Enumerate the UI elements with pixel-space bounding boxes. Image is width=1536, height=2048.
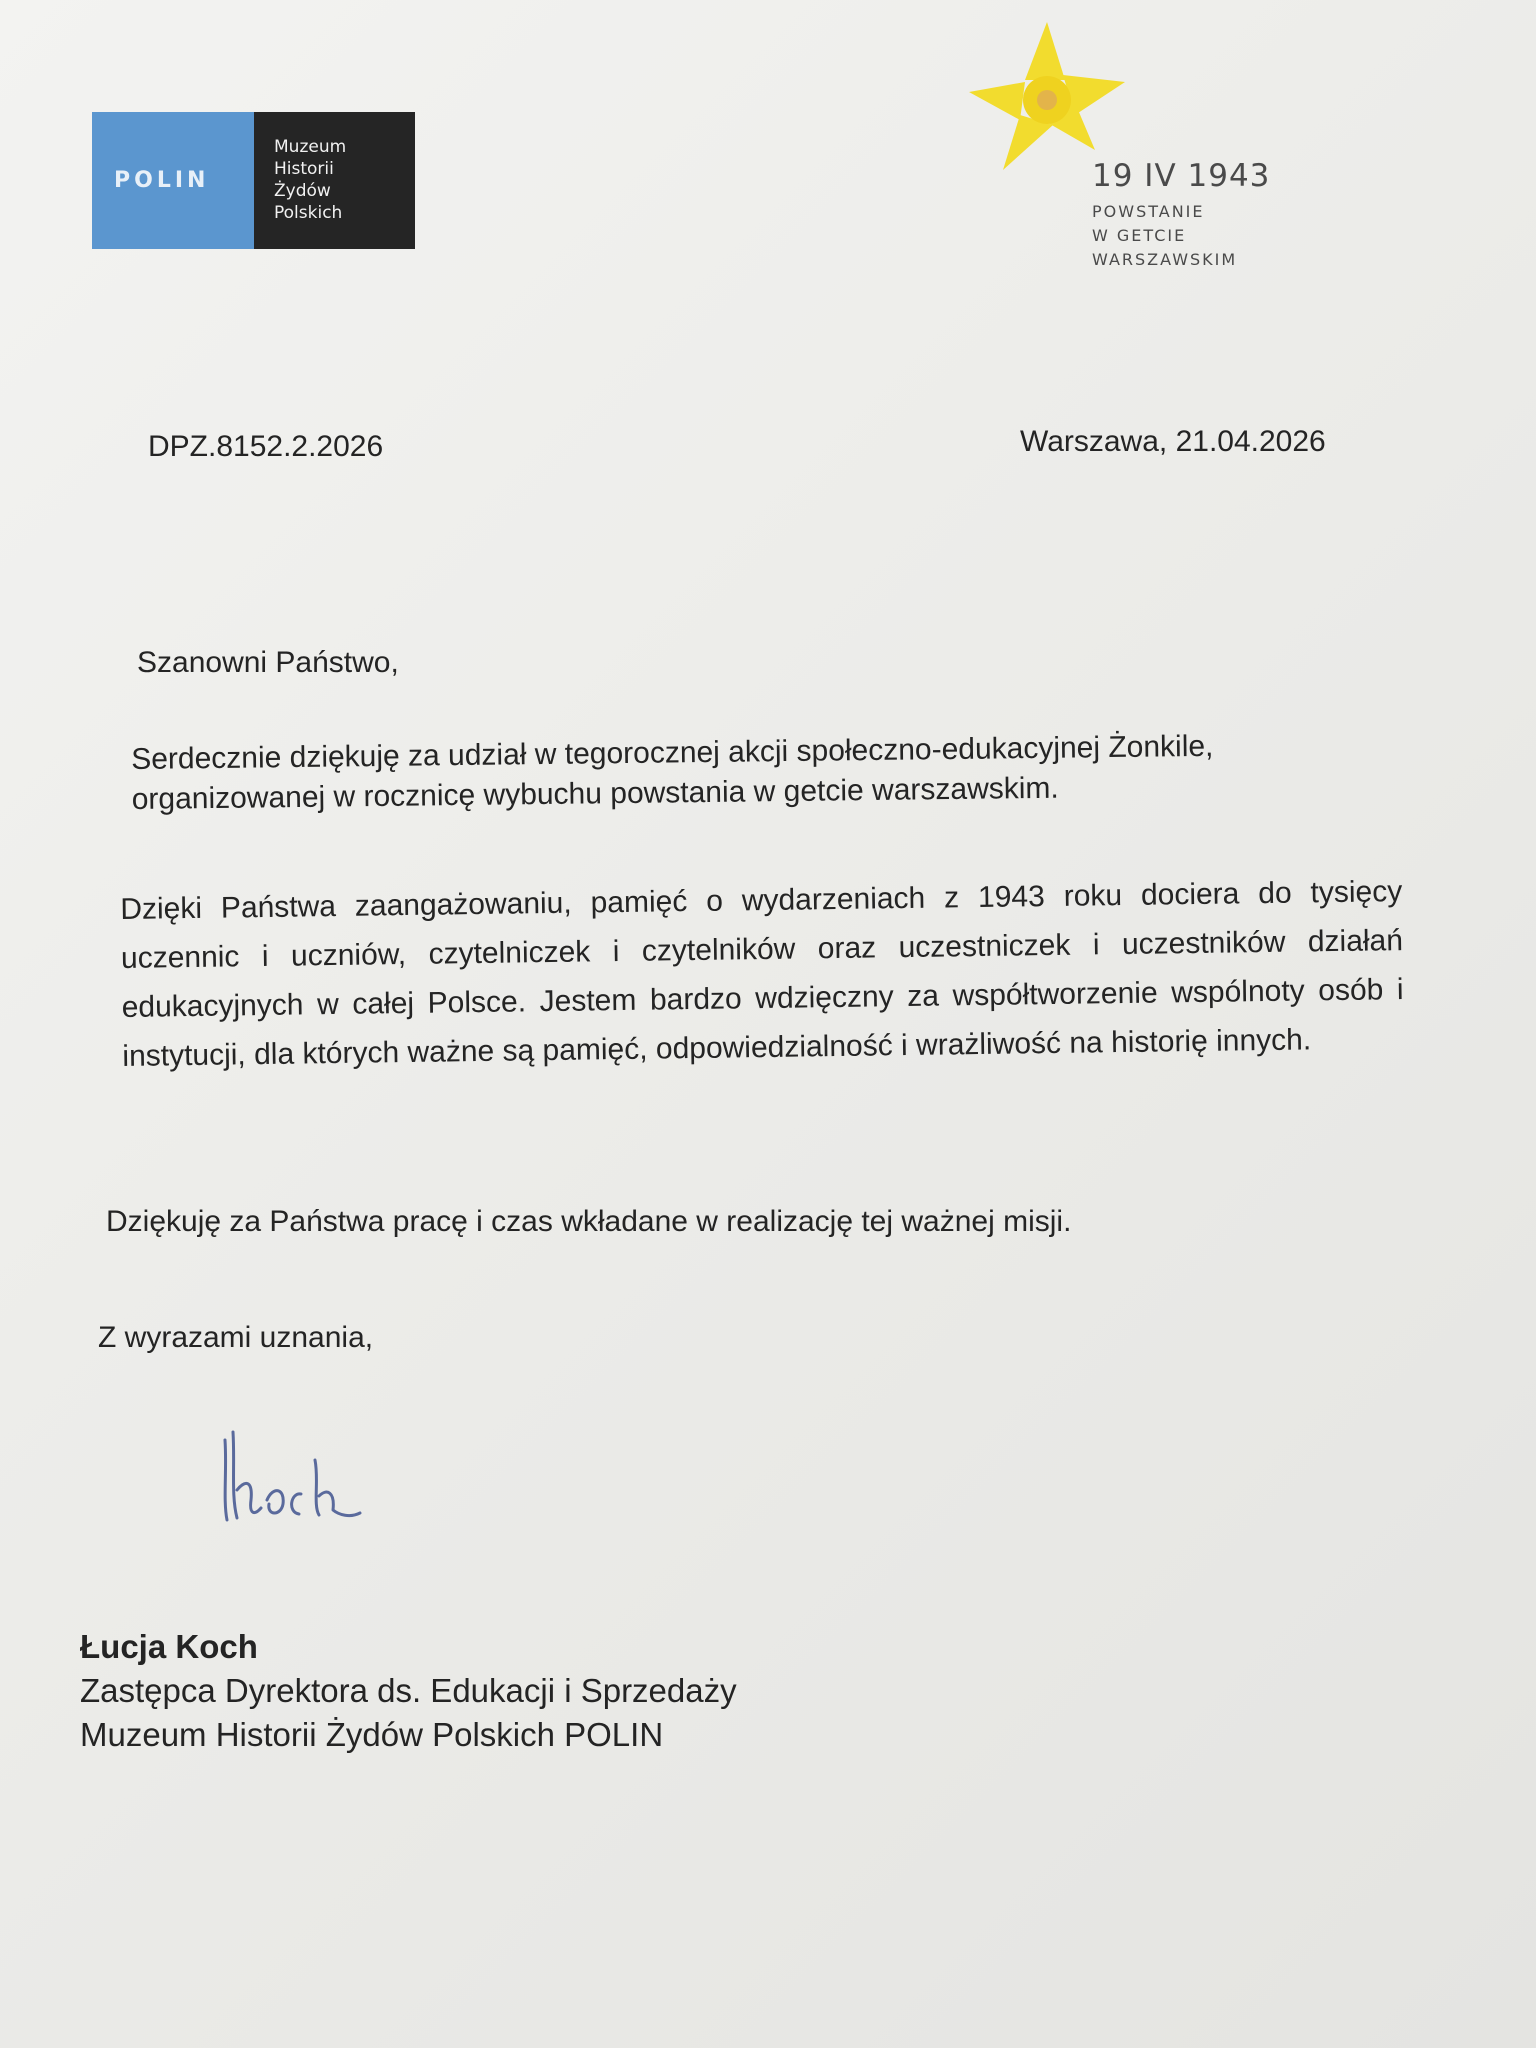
closing: Z wyrazami uznania, xyxy=(98,1321,374,1354)
logo-wordmark: POLIN xyxy=(114,168,210,193)
logo-line-3: Żydów xyxy=(274,181,331,201)
event-line-2: W GETCIE xyxy=(1092,226,1187,245)
event-line-3: WARSZAWSKIM xyxy=(1092,250,1238,269)
signatory-title: Zastępca Dyrektora ds. Edukacji i Sprzedaży xyxy=(80,1672,737,1709)
polin-logo xyxy=(92,112,415,249)
signature-block xyxy=(80,1625,737,1757)
signatory-name: Łucja Koch xyxy=(80,1628,258,1665)
handwritten-signature xyxy=(215,1420,435,1540)
paragraph-3: Dziękuję za Państwa pracę i czas wkładane w realizację tej ważnej misji. xyxy=(106,1205,1072,1238)
signatory-institution: Muzeum Historii Żydów Polskich POLIN xyxy=(80,1716,664,1753)
logo-line-4: Polskich xyxy=(274,203,343,223)
salutation: Szanowni Państwo, xyxy=(137,646,399,679)
reference-number: DPZ.8152.2.2026 xyxy=(148,430,384,463)
logo-blue-panel xyxy=(92,112,254,249)
paragraph-1: Serdecznie dziękuję za udział w tegorocznej akcji społeczno-edukacyjnej Żonkile, organizowanej w rocznicę wybuchu powstania w getcie warszawskim. xyxy=(131,729,1214,816)
place-and-date: Warszawa, 21.04.2026 xyxy=(1020,425,1326,458)
event-line-1: POWSTANIE xyxy=(1092,202,1205,221)
logo-line-2: Historii xyxy=(274,159,334,179)
event-caption xyxy=(1092,200,1270,272)
paragraph-2: Dzięki Państwa zaangażowaniu, pamięć o wydarzeniach z 1943 roku dociera do tysięcy uczennic i uczniów, czytelniczek i czytelników oraz uczestniczek i uczestników działań edukacyjnych w całej Polsce. Jestem bardzo wdzięczny za współtworzenie wspólnoty osób i instytucji, dla których ważne są pamięć, odpowiedzialność i wrażliwość na historię innych. xyxy=(120,875,1404,1073)
daffodil-icon xyxy=(965,20,1130,180)
event-date: 19 IV 1943 xyxy=(1092,158,1271,194)
anniversary-mark xyxy=(1092,158,1270,272)
logo-line-1: Muzeum xyxy=(274,137,347,157)
logo-black-panel xyxy=(254,112,415,249)
